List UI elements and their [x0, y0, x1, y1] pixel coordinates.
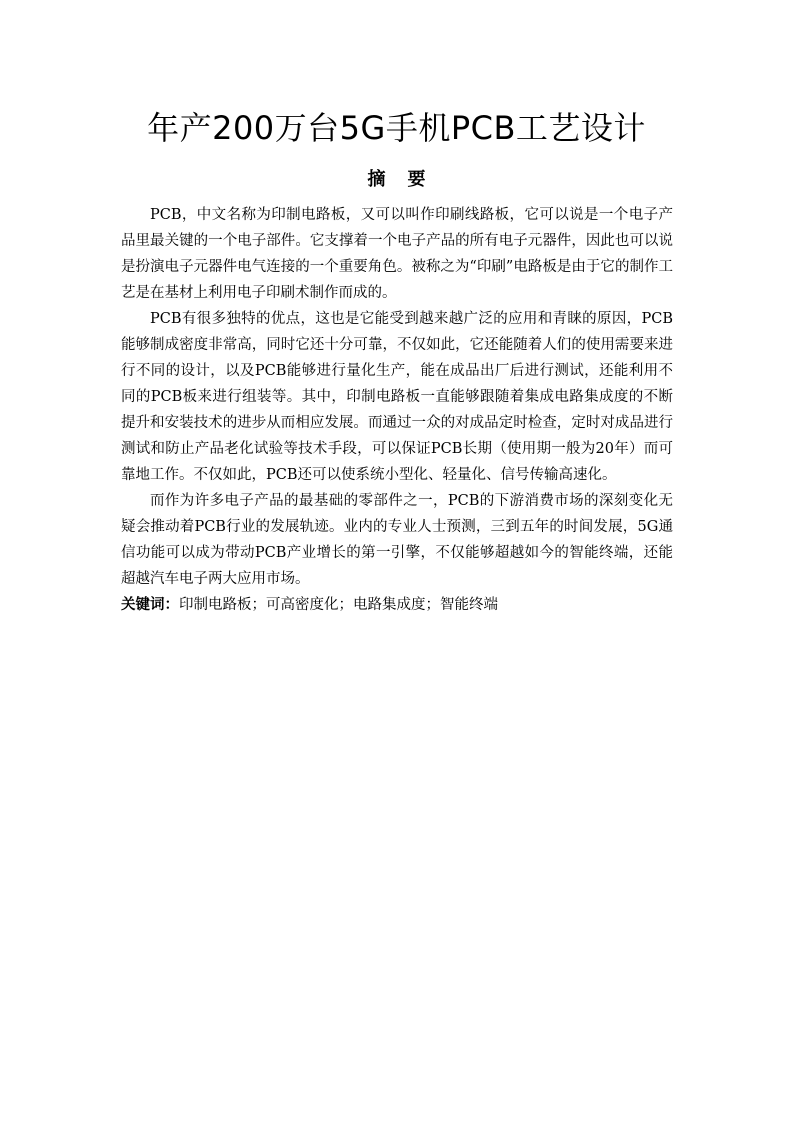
- abstract-heading-char-2: 要: [407, 169, 426, 190]
- abstract-paragraph-1: PCB，中文名称为印制电路板，又可以叫作印刷线路板，它可以说是一个电子产品里最关键的一个电子部件。它支撑着一个电子产品的所有电子元器件，因此也可以说是扮演电子元器件电气连接的一个重要角色。被称之为“印刷”电路板是由于它的制作工艺是在基材上利用电子印刷术制作而成的。: [121, 207, 673, 301]
- keywords-line: [121, 592, 673, 618]
- abstract-body: [121, 202, 673, 618]
- document-title: 年产200万台5G手机PCB工艺设计: [147, 109, 646, 147]
- abstract-paragraph-3: 而作为许多电子产品的最基础的零部件之一，PCB的下游消费市场的深刻变化无疑会推动着PCB行业的发展轨迹。业内的专业人士预测，三到五年的时间发展，5G通信功能可以成为带动PCB产业增长的第一引擎，不仅能够超越如今的智能终端，还能超越汽车电子两大应用市场。: [121, 493, 673, 587]
- keywords-text: 印制电路板；可高密度化；电路集成度；智能终端: [179, 597, 498, 613]
- abstract-heading-char-1: 摘: [367, 169, 386, 190]
- abstract-paragraph-2: PCB有很多独特的优点，这也是它能受到越来越广泛的应用和青睐的原因，PCB能够制成密度非常高，同时它还十分可靠，不仅如此，它还能随着人们的使用需要来进行不同的设计，以及PCB能够进行量化生产，能在成品出厂后进行测试，还能利用不同的PCB板来进行组装等。其中，印制电路板一直能够跟随着集成电路集成度的不断提升和安装技术的进步从而相应发展。而通过一众的对成品定时检查，定时对成品进行测试和防止产品老化试验等技术手段，可以保证PCB长期（使用期一般为20年）而可靠地工作。不仅如此，PCB还可以使系统小型化、轻量化、信号传输高速化。: [121, 311, 673, 483]
- abstract-heading: [0, 166, 793, 194]
- keywords-label: 关键词：: [121, 597, 179, 613]
